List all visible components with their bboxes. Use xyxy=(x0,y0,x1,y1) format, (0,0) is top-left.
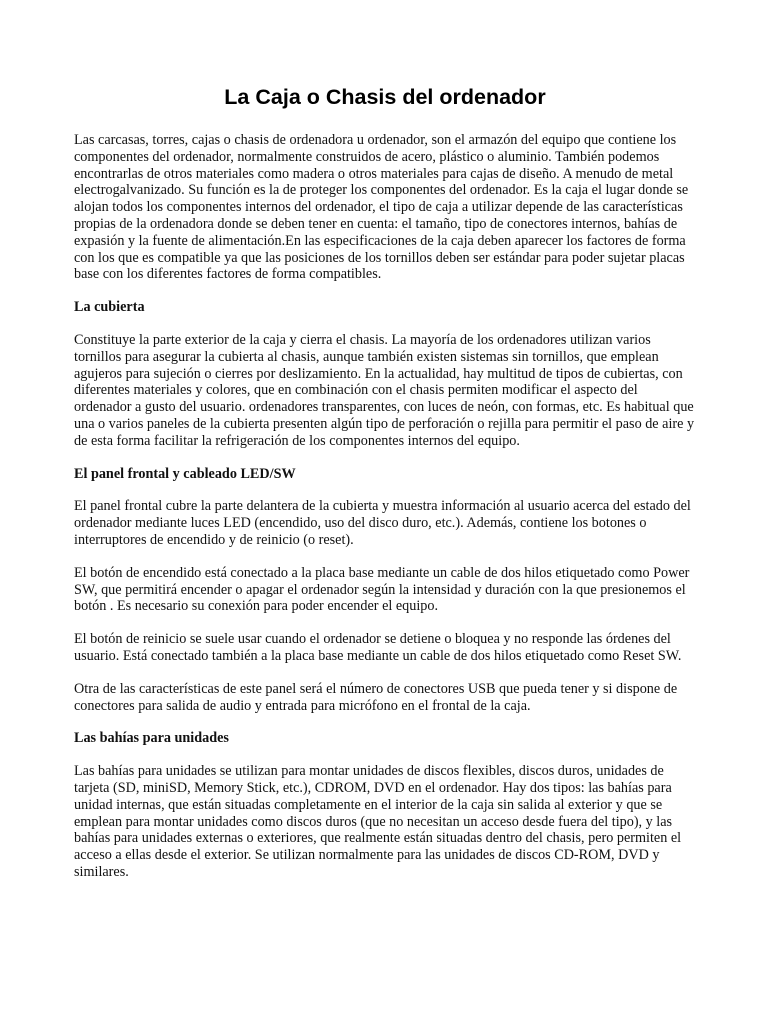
intro-paragraph: Las carcasas, torres, cajas o chasis de ordenadora u ordenador, son el armazón del equipo que contiene los componentes del ordenador, normalmente construidos de acero, plástico o aluminio. También podemos encontrarlas de otros materiales como madera o otros materiales para cajas de diseño. A menudo de metal electrogalvanizado. Su función es la de proteger los componentes del ordenador. Es la caja el lugar donde se alojan todos los componentes internos del ordenador, el tipo de caja a utilizar depende de las características propias de la ordenadora donde se deben tener en cuenta: el tamaño, tipo de conectores internos, bahías de expasión y la fuente de alimentación.En las especificaciones de la caja deben aparecer los factores de forma con los que es compatible ya que las posiciones de los tornillos deben ser estándar para poder sujetar placas base con los diferentes factores de forma compatibles. xyxy=(74,132,689,283)
section-paragraph: Las bahías para unidades se utilizan para montar unidades de discos flexibles, discos duros, unidades de tarjeta (SD, miniSD, Memory Stick, etc.), CDROM, DVD en el ordenador. Hay dos tipos: las bahías para unidad internas, que están situadas completamente en el interior de la caja sin salida al exterior y que se emplean para montar unidades como discos duros (que no necesitan un acceso desde fuera del tipo), y las bahías para unidades externas o exteriores, que realmente están situadas dentro del chasis, pero permiten el acceso a ellas desde el exterior. Se utilizan normalmente para las unidades de discos CD-ROM, DVD y similares. xyxy=(74,763,682,880)
section-paragraph: El panel frontal cubre la parte delantera de la cubierta y muestra información al usuario acerca del estado del ordenador mediante luces LED (encendido, uso del disco duro, etc.). Además, contiene los botones o interruptores de encendido y de reinicio (o reset). xyxy=(74,498,691,548)
section-heading: El panel frontal y cableado LED/SW xyxy=(74,465,296,482)
document-page xyxy=(74,84,696,897)
section-bahias xyxy=(74,730,696,880)
section-paragraph: Otra de las características de este panel será el número de conectores USB que pueda tener y si dispone de conectores para salida de audio y entrada para micrófono en el frontal de la caja. xyxy=(74,680,678,714)
page-title: La Caja o Chasis del ordenador xyxy=(224,85,546,109)
section-heading: Las bahías para unidades xyxy=(74,730,229,747)
section-paragraph: Constituye la parte exterior de la caja y cierra el chasis. La mayoría de los ordenadores utilizan varios tornillos para asegurar la cubierta al chasis, aunque también existen sistemas sin tornillos, que emplean agujeros para sujeción o cierres por deslizamiento. En la actualidad, hay multitud de tipos de cubiertas, con diferentes materiales y colores, que en combinación con el chasis permiten modificar el aspecto del ordenador a gusto del usuario. ordenadores transparentes, con luces de neón, con formas, etc. Es habitual que una o varios paneles de la cubierta presenten algún tipo de perforación o rejilla para permitir el paso de aire y de esta forma facilitar la refrigeración de los componentes internos del equipo. xyxy=(74,331,695,449)
section-panel-frontal xyxy=(74,466,696,715)
section-cubierta xyxy=(74,299,696,449)
section-paragraph: El botón de encendido está conectado a la placa base mediante un cable de dos hilos etiquetado como Power SW, que permitirá encender o apagar el ordenador según la intensidad y duración con la que presionemos el botón . Es necesario su conexión para poder encender el equipo. xyxy=(74,564,690,615)
section-heading: La cubierta xyxy=(74,299,145,316)
section-paragraph: El botón de reinicio se suele usar cuando el ordenador se detiene o bloquea y no responde las órdenes del usuario. Está conectado también a la placa base mediante un cable de dos hilos etiquetado como Reset SW. xyxy=(74,631,682,664)
